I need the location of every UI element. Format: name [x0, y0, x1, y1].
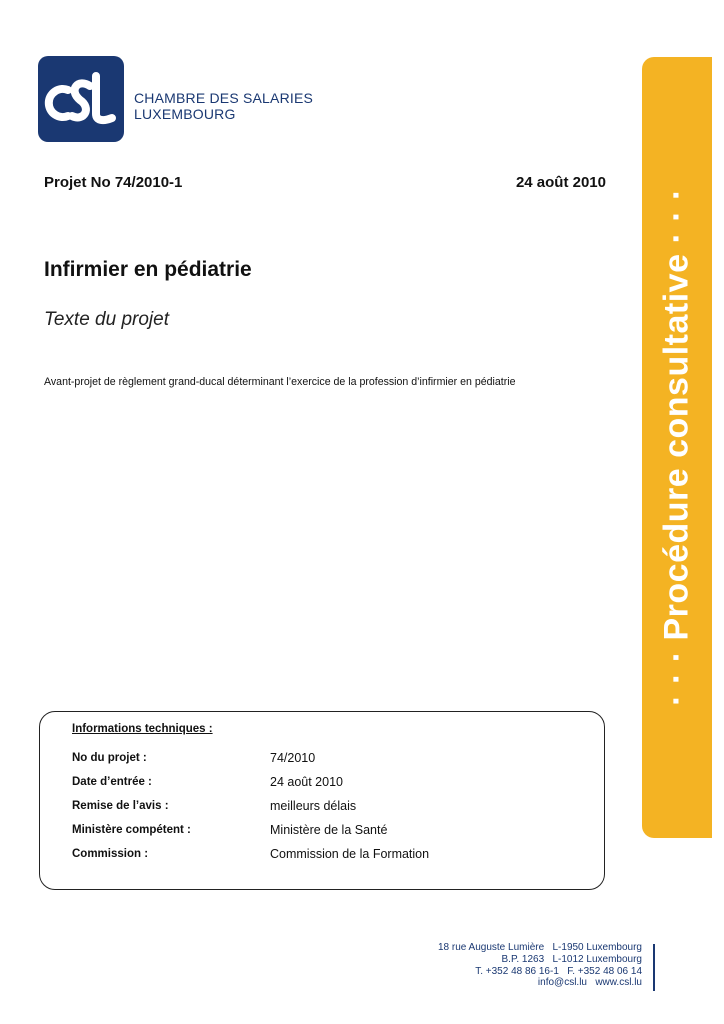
info-label-project-no: No du projet : [72, 752, 147, 764]
info-value-entry-date: 24 août 2010 [270, 775, 343, 789]
info-value-ministry: Ministère de la Santé [270, 823, 388, 837]
address-line4: info@csl.lu www.csl.lu [537, 977, 642, 989]
csl-logo [38, 56, 124, 142]
project-number: Projet No 74/2010-1 [44, 174, 183, 191]
document-description: Avant-projet de règlement grand-ducal déterminant l’exercice de la profession d’infirmier en pédiatrie [44, 376, 516, 388]
info-label-ministry: Ministère compétent : [72, 824, 191, 836]
project-date: 24 août 2010 [515, 174, 606, 191]
side-tab-label: · · · Procédure consultative · · · [657, 188, 696, 706]
organization-name [134, 90, 313, 122]
info-label-entry-date: Date d’entrée : [72, 776, 152, 788]
info-label-commission: Commission : [72, 848, 149, 860]
document-title: Infirmier en pédiatrie [44, 258, 252, 281]
footer-divider [653, 944, 655, 991]
csl-logo-mark-icon [38, 56, 124, 142]
info-value-commission: Commission de la Formation [270, 847, 430, 861]
address-line1: 18 rue Auguste Lumière L-1950 Luxembourg [437, 942, 642, 953]
footer-address [438, 942, 642, 989]
org-name-line1: CHAMBRE DES SALARIES [134, 90, 314, 106]
document-subtitle: Texte du projet [44, 309, 169, 330]
address-line3: T. +352 48 86 16-1 F. +352 48 06 14 [475, 965, 642, 977]
technical-info-heading: Informations techniques : [72, 723, 213, 735]
address-line2: B.P. 1263 L-1012 Luxembourg [501, 953, 642, 965]
org-name-line2: LUXEMBOURG [134, 106, 236, 122]
info-label-deadline: Remise de l’avis : [72, 800, 169, 812]
info-value-deadline: meilleurs délais [270, 799, 357, 813]
info-value-project-no: 74/2010 [270, 751, 316, 765]
